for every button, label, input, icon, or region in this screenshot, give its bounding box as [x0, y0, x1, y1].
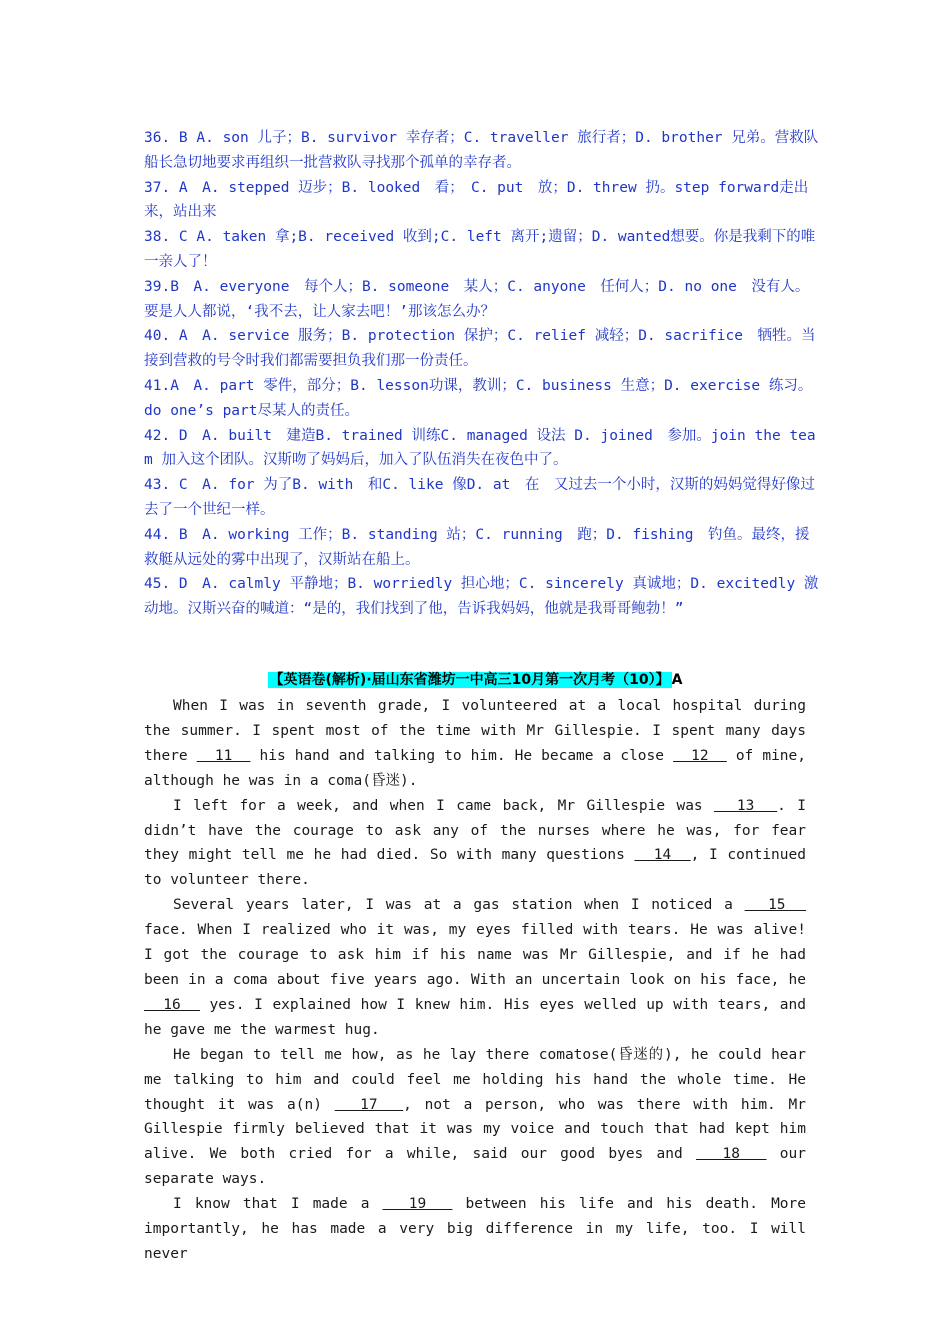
blank-13: 13 — [714, 797, 778, 814]
blank-14: 14 — [634, 847, 691, 864]
answer-39: 39.B A. everyone 每个人；B. someone 某人；C. anyone 任何人；D. no one 没有人。要是人人都说，‘我不去，让人家去吧！’那该怎么办？ — [144, 278, 810, 320]
answer-36: 36. B A. son 儿子；B. survivor 幸存者；C. traveller 旅行者；D. brother 兄弟。营救队船长急切地要求再组织一批营救队寻找那个孤单的幸存者。 — [144, 130, 819, 171]
passage-text: face. When I realized who it was, my eyes filled with tears. He was alive! I got the courage to ask him if his name was Mr Gillespie, and if he had been in a coma about five years ago. With an uncertain look on his face, he — [144, 922, 806, 988]
section-title — [0, 670, 950, 690]
passage-paragraph-3 — [144, 893, 806, 1042]
passage-paragraph-1 — [144, 694, 806, 794]
passage-paragraph-4 — [144, 1043, 806, 1192]
answer-explanations — [144, 126, 820, 622]
blank-18: 18 — [696, 1146, 767, 1163]
passage-paragraph-2 — [144, 794, 806, 894]
blank-16: 16 — [144, 996, 200, 1013]
answer-43: 43. C A. for 为了B. with 和C. like 像D. at 在 又过去一个小时，汉斯的妈妈觉得好像过去了一个世纪一样。 — [144, 477, 815, 518]
blank-19: 19 — [382, 1196, 453, 1213]
passage-text: . I didn’t have the courage to ask any of the nurses where he was, for fear they might tell me he had died. So with many questions — [144, 797, 806, 864]
answer-37: 37. A A. stepped 迈步；B. looked 看； C. put 放；D. threw 扔。step forward走出来，站出来 — [144, 179, 809, 221]
answer-42: 42. D A. built 建造B. trained 训练C. managed 设法 D. joined 参加。join the team 加入这个团队。汉斯吻了妈妈后，加入了队伍消失在夜色中了。 — [144, 427, 816, 469]
answer-38: 38. C A. taken 拿;B. received 收到;C. left 离开;遗留；D. wanted想要。你是我剩下的唯一亲人了！ — [144, 229, 816, 270]
passage-text: his hand and talking to him. He became a close — [250, 747, 674, 764]
section-label: A — [671, 672, 683, 688]
answer-44: 44. B A. working 工作；B. standing 站；C. running 跑；D. fishing 钓鱼。最终，援救艇从远处的雾中出现了，汉斯站在船上。 — [144, 526, 810, 568]
passage-text: between his life and his death. More importantly, he has made a very big difference in my life, too. I will never — [144, 1196, 806, 1262]
passage-text: of mine, although he was in a coma(昏迷). — [144, 747, 806, 789]
section-title-text: 【英语卷(解析)·届山东省潍坊一中高三10月第一次月考（10）】 — [269, 672, 670, 688]
blank-17: 17 — [334, 1096, 404, 1113]
passage-text: , not a person, who was there with him. Mr Gillespie firmly believed that it was my voice and touch that had kept him alive. We both cried for a while, said our good byes and — [144, 1096, 806, 1163]
answer-45: 45. D A. calmly 平静地；B. worriedly 担心地；C. sincerely 真诚地；D. excitedly 激动地。汉斯兴奋的喊道：“是的，我们找到了他，告诉我妈妈，他就是我哥哥鲍勃！” — [144, 576, 819, 618]
passage-text: our separate ways. — [144, 1146, 806, 1188]
answer-40: 40. A A. service 服务；B. protection 保护；C. relief 减轻；D. sacrifice 牺牲。当接到营救的号令时我们都需要担负我们那一份责任。 — [144, 328, 816, 370]
blank-11: 11 — [196, 747, 251, 764]
answer-41: 41.A A. part 零件，部分；B. lesson功课，教训；C. business 生意；D. exercise 练习。do one’s part尽某人的责任。 — [144, 377, 813, 419]
cloze-passage — [144, 694, 806, 1267]
passage-text: , I continued to volunteer there. — [144, 847, 806, 889]
passage-text: I know that I made a — [173, 1196, 383, 1213]
blank-15: 15 — [744, 897, 806, 914]
blank-12: 12 — [673, 747, 727, 764]
passage-text: He began to tell me how, as he lay there comatose(昏迷的), he could hear me talking to him and could feel me holding his hand the whole time. He thought it was a(n) — [144, 1046, 806, 1113]
passage-text: yes. I explained how I knew him. His eyes welled up with tears, and he gave me the warmest hug. — [144, 996, 806, 1038]
passage-text: Several years later, I was at a gas station when I noticed a — [173, 897, 745, 914]
passage-paragraph-5 — [144, 1192, 806, 1267]
passage-text: I left for a week, and when I came back, Mr Gillespie was — [173, 797, 715, 814]
passage-text: When I was in seventh grade, I volunteered at a local hospital during the summer. I spent most of the time with Mr Gillespie. I spent many days there — [144, 698, 806, 764]
